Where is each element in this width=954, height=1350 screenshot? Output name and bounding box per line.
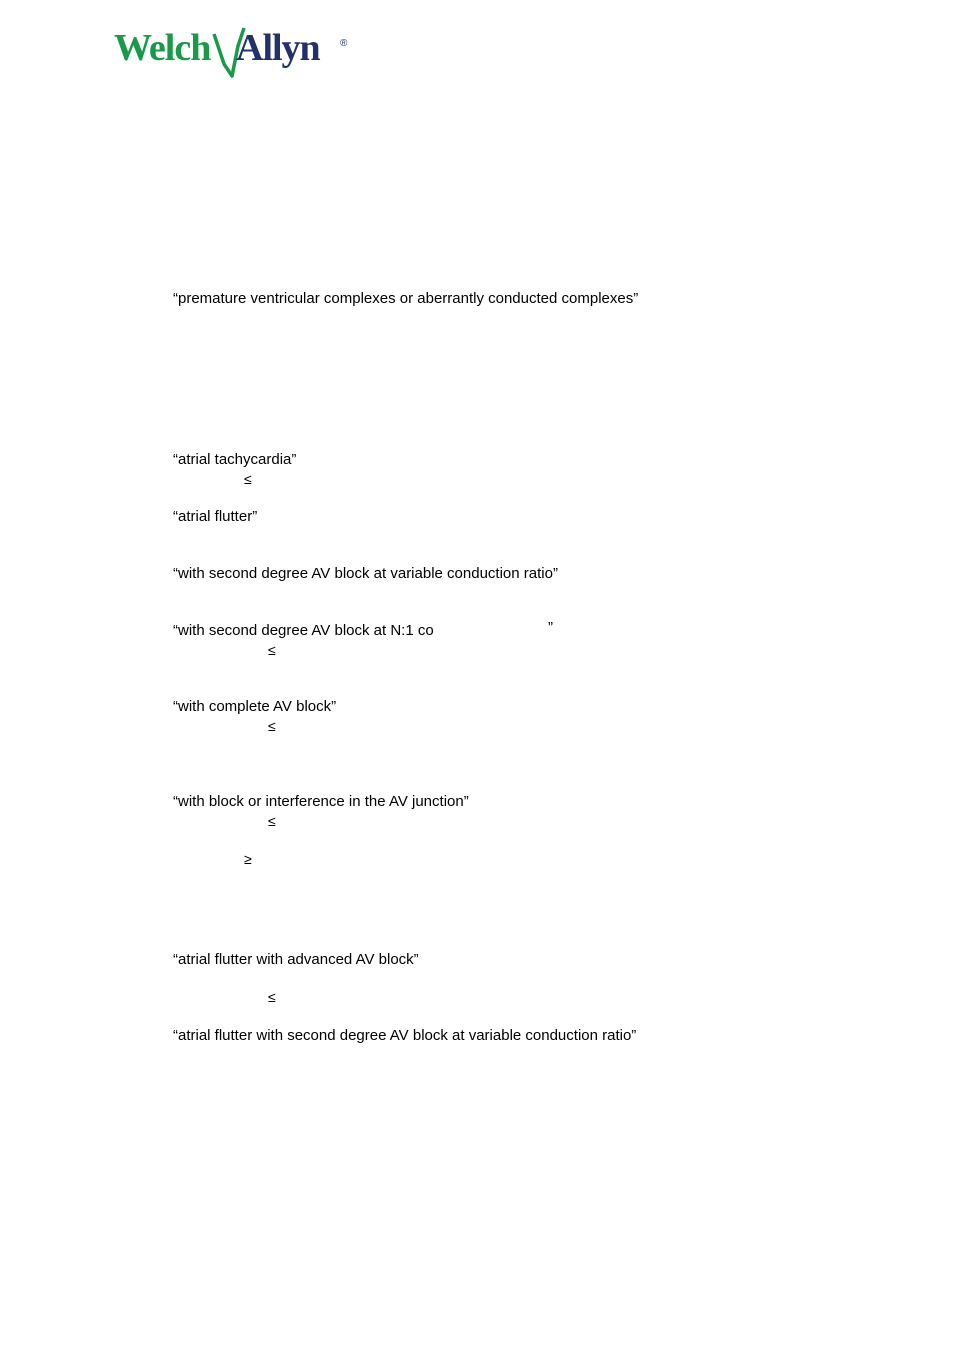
logo-registered-mark: ®	[340, 38, 348, 49]
text-line-atrial-tachycardia: “atrial tachycardia”	[173, 451, 297, 468]
greater-equal-symbol: ≥	[244, 851, 252, 867]
closing-quote: ”	[548, 619, 553, 636]
less-equal-symbol: ≤	[268, 718, 276, 734]
less-equal-symbol: ≤	[268, 989, 276, 1005]
text-line-av-junction: “with block or interference in the AV junction”	[173, 793, 469, 810]
text-line-flutter-advanced-block: “atrial flutter with advanced AV block”	[173, 951, 419, 968]
text-line-pvc: “premature ventricular complexes or aberrantly conducted complexes”	[173, 290, 639, 307]
text-line-second-degree-n1: “with second degree AV block at N:1 co	[173, 622, 434, 639]
logo-word-allyn: Allyn	[236, 27, 320, 69]
less-equal-symbol: ≤	[268, 813, 276, 829]
less-equal-symbol: ≤	[268, 642, 276, 658]
text-line-atrial-flutter: “atrial flutter”	[173, 508, 258, 525]
text-line-flutter-second-degree-variable: “atrial flutter with second degree AV block at variable conduction ratio”	[173, 1027, 637, 1044]
less-equal-symbol: ≤	[244, 471, 252, 487]
text-line-complete-av-block: “with complete AV block”	[173, 698, 337, 715]
welch-allyn-logo	[114, 24, 354, 80]
logo-word-welch: Welch	[114, 27, 211, 69]
text-line-second-degree-variable: “with second degree AV block at variable conduction ratio”	[173, 565, 558, 582]
